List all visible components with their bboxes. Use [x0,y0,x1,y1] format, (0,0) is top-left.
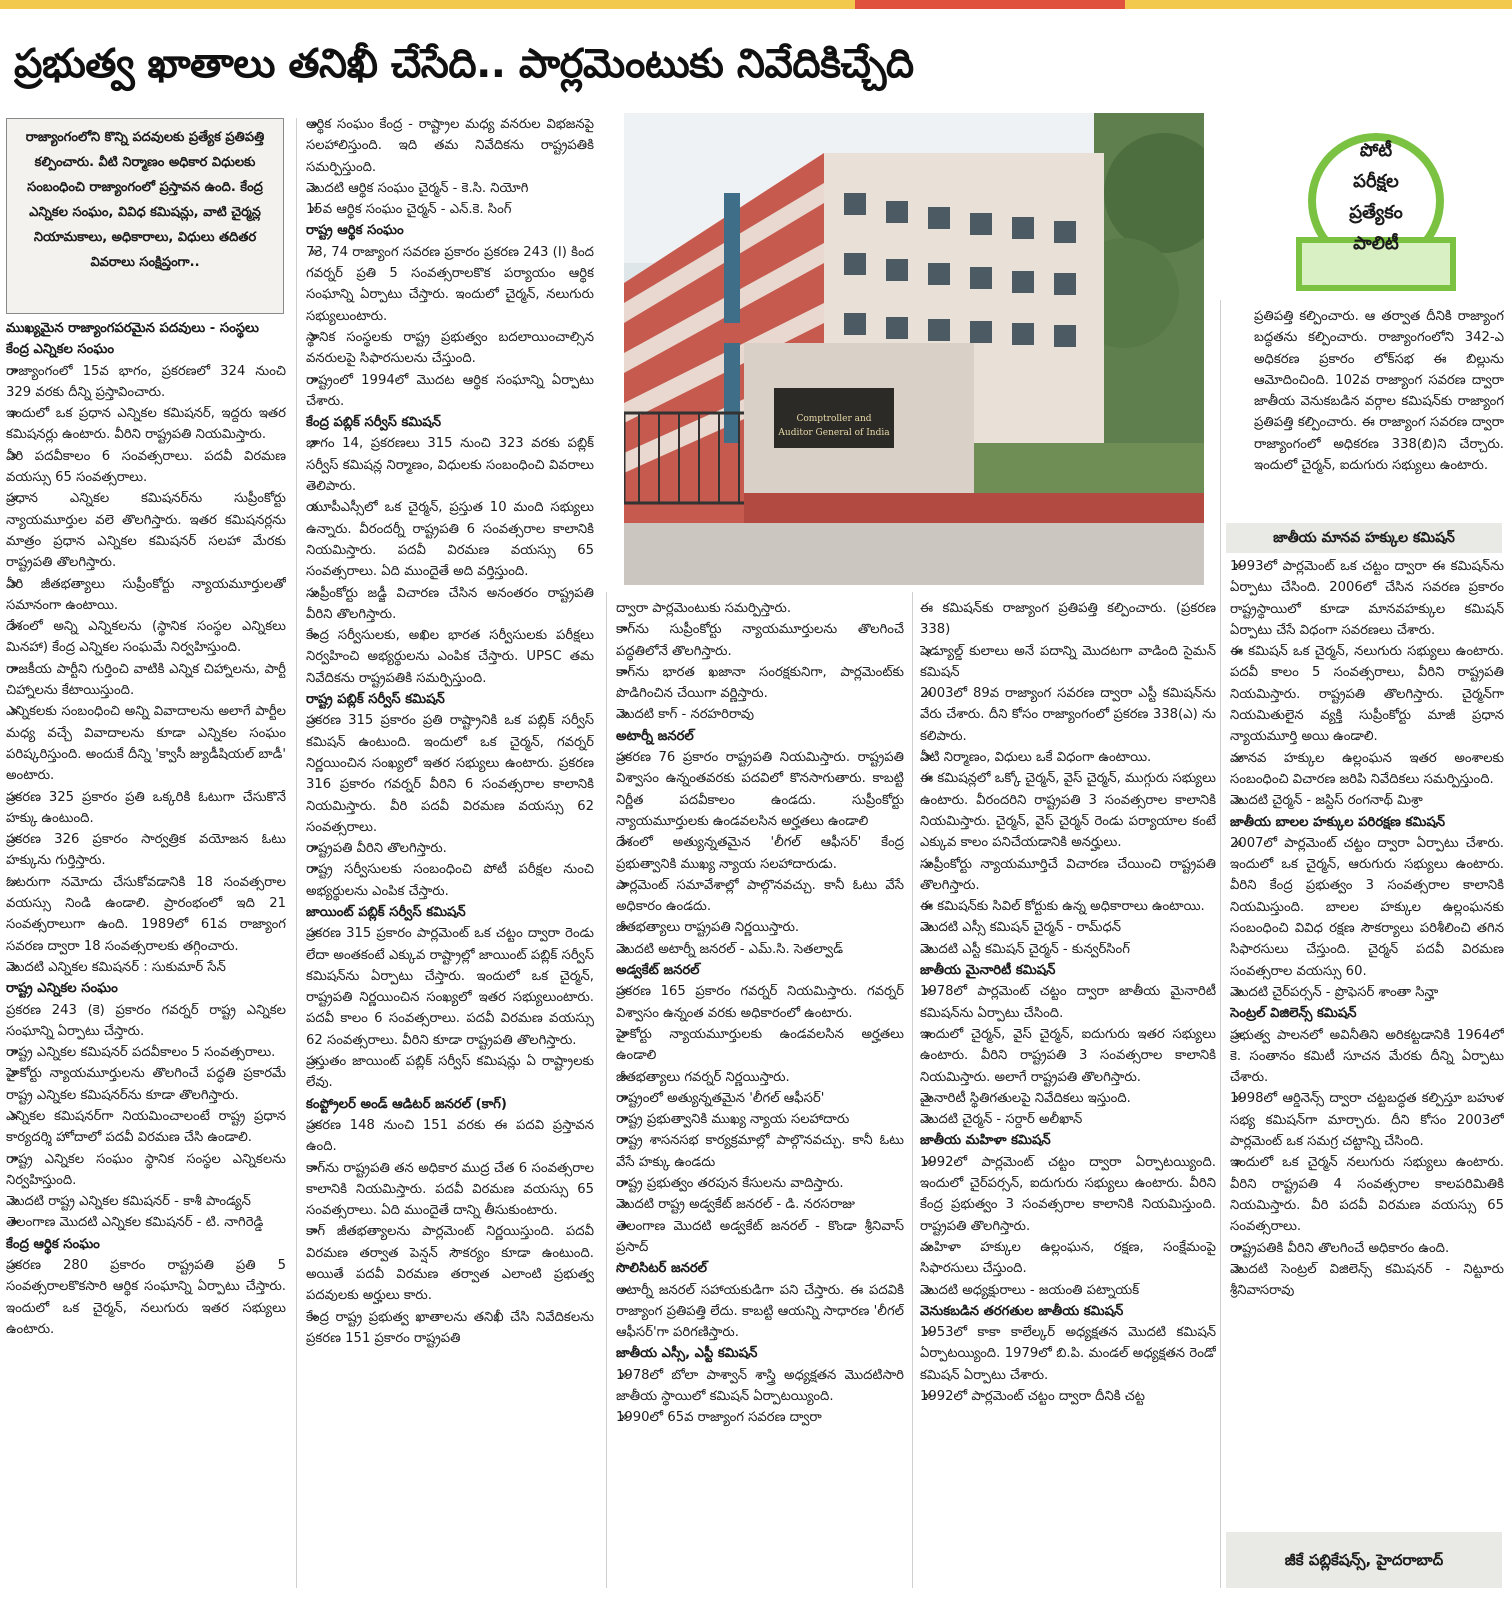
section-heading: రాష్ట్ర ఎన్నికల సంఘం [6,981,118,997]
bullet-point: » మొదటి సెంట్రల్ విజిలెన్స్ కమిషనర్ - నిట్టూరు శ్రీనివాసరావు [1230,1259,1504,1302]
bullet-point: » రాష్ట్ర ఎన్నికల కమిషనర్ పదవీకాలం 5 సంవత్సరాలు. [6,1042,286,1063]
bullet-point: » భాగం 14, ప్రకరణలు 315 నుంచి 323 వరకు పబ్లిక్ సర్వీస్ కమిషన్ల నిర్మాణం, విధులకు సంబంధించి వివరాలు తెలిపారు. [306,433,594,497]
bullet-point: » కాగ్‌ను భారత ఖజానా సంరక్షకునిగా, పార్లమెంట్‌కు పొడిగించిన చేయిగా వర్ణిస్తారు. [616,662,904,705]
bullet-point: » తెలంగాణ మొదటి ఎన్నికల కమిషనర్ - టి. నాగిరెడ్డి [6,1212,286,1233]
bullet-point: » రాష్ట్ర సర్వీసులకు సంబంధించి పోటీ పరీక్షల నుంచి అభ్యర్థులను ఎంపిక చేస్తారు. [306,859,594,902]
bullet-point: » ఈ కమిషన్‌కు సివిల్ కోర్టుకు ఉన్న అధికారాలు ఉంటాయి. [920,896,1216,917]
bullet-point: » ప్రకరణ 326 ప్రకారం సార్వత్రిక వయోజన ఓటు హక్కును గుర్తిస్తారు. [6,829,286,872]
bullet-point: » 1978లో బోలా పాశ్వాన్ శాస్త్రి అధ్యక్షతన మొదటిసారి జాతీయ స్థాయిలో కమిషన్ ఏర్పాటయ్యింది. [616,1365,904,1408]
bullet-point: » మానవ హక్కుల ఉల్లంఘన ఇతర అంశాలకు సంబంధించి విచారణ జరిపి నివేదికలు సమర్పిస్తుంది. [1230,748,1504,791]
bullet-point: » మొదటి ఎస్టీ కమిషన్ చైర్మన్ - కున్వర్‌సింగ్ [920,939,1216,960]
bullet-point: » రాష్ట్ర శాసనసభ కార్యక్రమాల్లో పాల్గొనవచ్చు. కానీ ఓటు వేసే హక్కు ఉండదు [616,1130,904,1173]
page-headline: ప్రభుత్వ ఖాతాలు తనిఖీ చేసేది.. పార్లమెంటుకు నివేదికిచ్చేది [14,41,914,87]
bullet-point: » ప్రకరణ 315 ప్రకారం ప్రతి రాష్ట్రానికి ఒక పబ్లిక్ సర్వీస్ కమిషన్ ఉంటుంది. ఇందులో ఒక చైర్మన్, గవర్నర్ నిర్ణయించిన సంఖ్యలో ఇతర సభ్యులు ఉంటారు. ప్రకరణ 316 ప్రకారం గవర్నర్ వీరిని 6 సంవత్సరాల కాలానికి నియమిస్తారు. వీరి పదవీ విరమణ వయస్సు 62 సంవత్సరాలు. [306,710,594,838]
bullet-point: » మహిళా హక్కుల ఉల్లంఘన, రక్షణ, సంక్షేమంపై సిఫారసులు చేస్తుంది. [920,1237,1216,1280]
section-heading: జాతీయ బాలల హక్కుల పరిరక్షణ కమిషన్ [1230,814,1446,830]
top-color-bar [0,0,1512,9]
section-heading: సొలిసిటర్ జనరల్ [616,1261,708,1277]
bullet-point: » సుప్రీంకోర్టు జడ్జీ విచారణ చేసిన అనంతరం రాష్ట్రపతి వీరిని తొలగిస్తారు. [306,583,594,626]
bullet-point: » సుప్రీంకోర్టు న్యాయమూర్తిచే విచారణ చేయించి రాష్ట్రపతి తొలగిస్తారు. [920,854,1216,897]
bullet-point: » ఆర్థిక సంఘం కేంద్ర - రాష్ట్రాల మధ్య వనరుల విభజనపై సలహాలిస్తుంది. ఇది తమ నివేదికను రాష్ట్రపతికి సమర్పిస్తుంది. [306,114,594,178]
bullet-point: » రాష్ట్రపతికి వీరిని తొలగించే అధికారం ఉంది. [1230,1238,1504,1259]
bullet-point: » తెలంగాణ మొదటి అడ్వకేట్ జనరల్ - కొండా శ్రీనివాస్ ప్రసాద్ [616,1216,904,1259]
bullet-point: » యూపీఎస్సీలో ఒక చైర్మన్, ప్రస్తుత 10 మంది సభ్యులు ఉన్నారు. వీరందర్నీ రాష్ట్రపతి 6 సంవత్సరాల కాలానికి నియమిస్తారు. పదవీ విరమణ వయస్సు 65 సంవత్సరాలు. ఏది ముందైతే అది వర్తిస్తుంది. [306,497,594,582]
top-accent-tab [855,0,1125,9]
section-heading: వెనుకబడిన తరగతుల జాతీయ కమిషన్ [920,1303,1124,1319]
publisher-credit: జీకే పబ్లికేషన్స్, హైదరాబాద్ [1226,1532,1502,1588]
article-column-5 [1230,556,1504,1526]
bullet-point: » మొదటి చైర్మన్ - సర్దార్ అలీఖాన్ [920,1109,1216,1130]
bullet-point: » ఎన్నికలకు సంబంధించి అన్ని వివాదాలను అలాగే పార్టీల మధ్య వచ్చే వివాదాలను కూడా ఎన్నికల సంఘం పరిష్కరిస్తుంది. అందుకే దీన్ని 'క్వాసీ జ్యుడీషియల్ బాడీ' అంటారు. [6,701,286,786]
bullet-point: » పార్లమెంట్ సమావేశాల్లో పాల్గొనవచ్చు. కానీ ఓటు వేసే అధికారం ఉండదు. [616,875,904,918]
competitive-exams-badge [1290,125,1462,297]
bullet-point: » మొదటి ఎన్నికల కమిషనర్ : సుకుమార్ సేన్ [6,957,286,978]
column-divider [912,592,913,1588]
bullet-point: » 1992లో పార్లమెంట్ చట్టం ద్వారా ఏర్పాటయ్యింది. ఇందులో చైర్‌పర్సన్, ఐదుగురు సభ్యులు ఉంటారు. వీరిని కేంద్ర ప్రభుత్వం 3 సంవత్సరాల కాలానికి నియమిస్తుంది. రాష్ట్రపతి తొలగిస్తారు. [920,1152,1216,1237]
sign-line-1: Comptroller and [796,414,872,424]
bullet-point: » ప్రకరణ 280 ప్రకారం రాష్ట్రపతి ప్రతి 5 సంవత్సరాలకొకసారి ఆర్థిక సంఘాన్ని ఏర్పాటు చేస్తారు. ఇందులో ఒక చైర్మన్, నలుగురు ఇతర సభ్యులు ఉంటారు. [6,1255,286,1340]
bullet-point: » రాష్ట్ర ఎన్నికల సంఘం స్థానిక సంస్థల ఎన్నికలను నిర్వహిస్తుంది. [6,1149,286,1192]
bullet-point: » వీటి నిర్మాణం, విధులు ఒకే విధంగా ఉంటాయి. [920,747,1216,768]
section-heading: కంప్ట్రోలర్ అండ్ ఆడిటర్ జనరల్ (కాగ్) [306,1096,507,1112]
bullet-point: » రాజ్యాంగంలో 15వ భాగం, ప్రకరణలో 324 నుంచి 329 వరకు దీన్ని ప్రస్తావించారు. [6,361,286,404]
building-illustration [624,113,1204,585]
bullet-point: » జీతభత్యాలు రాష్ట్రపతి నిర్ణయిస్తారు. [616,917,904,938]
bullet-point: » కాగ్‌ను రాష్ట్రపతి తన అధికార ముద్ర చేత 6 సంవత్సరాల కాలానికి నియమిస్తారు. పదవీ విరమణ వయస్సు 65 సంవత్సరాలు. ఏది ముందైతే దాన్ని తీసుకుంటారు. [306,1158,594,1222]
article-column-5-top [1254,306,1504,518]
section-heading: రాష్ట్ర పబ్లిక్ సర్వీస్ కమిషన్ [306,692,445,708]
paragraph-text: ప్రకరణ 243 (కె) ప్రకారం గవర్నర్ రాష్ట్ర ఎన్నికల సంఘాన్ని ఏర్పాటు చేస్తారు. [6,1002,286,1039]
bullet-point: » మొదటి ఆర్థిక సంఘం చైర్మన్ - కె.సి. నియోగి [306,178,594,199]
bullet-point: » జీతభత్యాలు గవర్నర్ నిర్ణయిస్తారు. [616,1067,904,1088]
bullet-point: » ఇందులో ఒక చైర్మన్ నలుగురు సభ్యులు ఉంటారు. వీరిని రాష్ట్రపతి 4 సంవత్సరాల కాలపరిమితికి నియమిస్తారు. వీరి పదవీ విరమణ వయస్సు 65 సంవత్సరాలు. [1230,1152,1504,1237]
section-heading: కేంద్ర ఆర్థిక సంఘం [6,1236,100,1252]
bc-commission-continuation: ప్రతిపత్తి కల్పించారు. ఆ తర్వాత దీనికి రాజ్యాంగ బద్ధతను కల్పించారు. రాజ్యాంగంలోని 342-ఎ అధికరణ ప్రకారం లోక్‌సభ ఈ బిల్లును ఆమోదించింది. 102వ రాజ్యాంగ సవరణ ద్వారా జాతీయ వెనుకబడిన వర్గాల కమిషన్‌కు రాజ్యాంగ ప్రతిపత్తి కల్పించారు. ఈ రాజ్యాంగ సవరణ ద్వారా రాజ్యాంగంలో అధికరణ 338(బి)ని చేర్చారు. ఇందులో చైర్మన్, ఐదుగురు సభ్యులు ఉంటారు. [1254,309,1504,474]
bullet-point: » మొదటి అటార్నీ జనరల్ - ఎమ్.సి. సెతల్వాడ్ [616,939,904,960]
bullet-point: » వీరి జీతభత్యాలు సుప్రీంకోర్టు న్యాయమూర్తులతో సమానంగా ఉంటాయి. [6,574,286,617]
bullet-point: » హైకోర్టు న్యాయమూర్తులను తొలగించే పద్ధతి ప్రకారమే రాష్ట్ర ఎన్నికల కమిషనర్‌ను కూడా తొలగిస్తారు. [6,1063,286,1106]
bullet-point: » ఎన్నికల కమిషనర్‌గా నియమించాలంటే రాష్ట్ర ప్రధాన కార్యదర్శి హోదాలో పదవీ విరమణ చేసి ఉండాలి. [6,1106,286,1149]
bullet-point: » హైకోర్టు న్యాయమూర్తులకు ఉండవలసిన అర్హతలు ఉండాలి [616,1024,904,1067]
bullet-point: » ప్రభుత్వ పాలనలో అవినీతిని అరికట్టడానికి 1964లో కె. సంతానం కమిటీ సూచన మేరకు దీన్ని ఏర్పాటు చేశారు. [1230,1025,1504,1089]
bullet-point: » మొదటి చైర్‌పర్సన్ - ప్రొఫెసర్ శాంతా సిన్హా [1230,982,1504,1003]
bullet-point: » ఈ కమిషన్లలో ఒక్కో చైర్మన్, వైస్ చైర్మన్, ముగ్గురు సభ్యులు ఉంటారు. వీరందరిని రాష్ట్రపతి 3 సంవత్సరాల కాలానికి నియమిస్తారు. చైర్మన్, వైస్ చైర్మన్ రెండు పర్యాయాల కంటే ఎక్కువ కాలం పనిచేయడానికి అనర్హులు. [920,768,1216,853]
bullet-point: » రాజకీయ పార్టీని గుర్తించి వాటికి ఎన్నిక చిహ్నాలను, పార్టీ చిహ్నాలను కేటాయిస్తుంది. [6,659,286,702]
bullet-point: » మొదటి అధ్యక్షురాలు - జయంతి పట్నాయక్ [920,1280,1216,1301]
bullet-point: » ఈ కమిషన్ ఒక చైర్మన్, నలుగురు సభ్యులు ఉంటారు. పదవీ కాలం 5 సంవత్సరాలు, వీరిని రాష్ట్రపతి నియమిస్తారు. రాష్ట్రపతి తొలగిస్తారు. చైర్మన్‌గా నియమితులైన వ్యక్తి సుప్రీంకోర్టు మాజీ ప్రధాన న్యాయమూర్తి అయి ఉండాలి. [1230,641,1504,747]
bullet-point: » కాగ్‌ను సుప్రీంకోర్టు న్యాయమూర్తులను తొలగించే పద్ధతిలోనే తొలగిస్తారు. [616,619,904,662]
bullet-point: » అటార్నీ జనరల్ సహాయకుడిగా పని చేస్తారు. ఈ పదవికి రాజ్యాంగ ప్రతిపత్తి లేదు. కాబట్టి ఆయన్ని సాధారణ 'లీగల్ ఆఫీసర్'గా పరిగణిస్తారు. [616,1280,904,1344]
section-heading: జాయింట్ పబ్లిక్ సర్వీస్ కమిషన్ [306,904,466,920]
bullet-point: » 1990లో 65వ రాజ్యాంగ సవరణ ద్వారా [616,1407,904,1428]
intro-box: రాజ్యాంగంలోని కొన్ని పదవులకు ప్రత్యేక ప్రతిపత్తి కల్పించారు. వీటి నిర్మాణం అధికార విధులకు సంబంధించి రాజ్యాంగంలో ప్రస్తావన ఉంది. కేంద్ర ఎన్నికల సంఘం, వివిధ కమిషన్లు, వాటి చైర్మన్ల నియామకాలు, అధికారాలు, విధులు తదితర వివరాలు సంక్షిప్తంగా.. [6,118,284,314]
bullet-point: » 73, 74 రాజ్యాంగ సవరణ ప్రకారం ప్రకరణ 243 (I) కింద గవర్నర్ ప్రతి 5 సంవత్సరాలకొక పర్యాయం ఆర్థిక సంఘాన్ని ఏర్పాటు చేస్తారు. ఇందులో చైర్మన్, నలుగురు సభ్యులుంటారు. [306,242,594,327]
bullet-point: » కేంద్ర రాష్ట్ర ప్రభుత్వ ఖాతాలను తనిఖీ చేసి నివేదికలను ప్రకరణ 151 ప్రకారం రాష్ట్రపతి [306,1307,594,1350]
section-heading: జాతీయ మహిళా కమిషన్ [920,1133,1051,1149]
bullet-point: » మొదటి కాగ్ - నరహరిరావు [616,704,904,725]
bullet-point: » మొదటి రాష్ట్ర అడ్వకేట్ జనరల్ - డి. నరసరాజు [616,1194,904,1215]
section-heading: అడ్వకేట్ జనరల్ [616,963,700,979]
bullet-point: » షెడ్యూల్డ్ కులాలు అనే పదాన్ని మొదటగా వాడింది సైమన్ కమిషన్ [920,641,1216,684]
badge-line-1: పోటీ [1359,140,1393,161]
column-divider [296,118,297,1588]
bullet-point: » ప్రస్తుతం జాయింట్ పబ్లిక్ సర్వీస్ కమిషన్లు ఏ రాష్ట్రాలకు లేవు. [306,1051,594,1094]
sign-line-2: Auditor General of India [778,428,890,438]
bullet-point: » ప్రకరణ 325 ప్రకారం ప్రతి ఒక్కరికి ఓటుగా చేసుకొనే హక్కు ఉంటుంది. [6,787,286,830]
bullet-point: » కేంద్ర సర్వీసులకు, అఖిల భారత సర్వీసులకు పరీక్షలు నిర్వహించి అభ్యర్థులను ఎంపిక చేస్తారు. UPSC తమ నివేదికను రాష్ట్రపతికి సమర్పిస్తుంది. [306,625,594,689]
bullet-point: » రాష్ట్ర ప్రభుత్వం తరపున కేసులను వాదిస్తారు. [616,1173,904,1194]
bullet-point: » రాష్ట్రంలో అత్యున్నతమైన 'లీగల్ ఆఫీసర్' [616,1088,904,1109]
article-column-3 [616,598,904,1588]
bullet-point: » రాష్ట్రపతి వీరిని తొలగిస్తారు. [306,838,594,859]
bullet-point: » ప్రకరణ 76 ప్రకారం రాష్ట్రపతి నియమిస్తారు. రాష్ట్రపతి విశ్వాసం ఉన్నంతవరకు పదవిలో కొనసాగుతారు. కాబట్టి నిర్ణీత పదవీకాలం ఉండదు. సుప్రీంకోర్టు న్యాయమూర్తులకు ఉండవలసిన అర్హతలు ఉండాలి [616,747,904,832]
bullet-point: » మొదటి రాష్ట్ర ఎన్నికల కమిషనర్ - కాశీ పాండ్యన్ [6,1191,286,1212]
bullet-point: » ఇందులో ఒక ప్రధాన ఎన్నికల కమిషనర్, ఇద్దరు ఇతర కమిషనర్లు ఉంటారు. వీరిని రాష్ట్రపతి నియమిస్తారు. [6,403,286,446]
bullet-point: » మొదటి చైర్మన్ - జస్టిస్ రంగనాథ్ మిశ్రా [1230,790,1504,811]
bullet-point: » 1993లో పార్లమెంట్ ఒక చట్టం ద్వారా ఈ కమిషన్‌ను ఏర్పాటు చేసింది. 2006లో చేసిన సవరణ ప్రకారం రాష్ట్రస్థాయిలో కూడా మానవహక్కుల కమిషన్ ఏర్పాటు చేసే విధంగా సవరణలు చేశారు. [1230,556,1504,641]
column-divider [606,592,607,1588]
bullet-point: » 2003లో 89వ రాజ్యాంగ సవరణ ద్వారా ఎస్టీ కమిషన్‌ను వేరు చేశారు. దీని కోసం రాజ్యాంగంలో ప్రకరణ 338(ఎ) ను కలిపారు. [920,683,1216,747]
cag-building-photo [624,113,1204,585]
bullet-point: » రాష్ట్ర ప్రభుత్వానికి ముఖ్య న్యాయ సలహాదారు [616,1109,904,1130]
article-column-2 [306,114,594,1588]
bullet-point: » దేశంలో అన్ని ఎన్నికలను (స్థానిక సంస్థల ఎన్నికలు మినహా) కేంద్ర ఎన్నికల సంఘమే నిర్వహిస్తుంది. [6,616,286,659]
section-heading: ముఖ్యమైన రాజ్యాంగపరమైన పదవులు - సంస్థలు కేంద్ర ఎన్నికల సంఘం [6,321,259,358]
section-heading: కేంద్ర పబ్లిక్ సర్వీస్ కమిషన్ [306,415,441,431]
badge-line-4: పాలిటీ [1353,233,1399,254]
bullet-point: » 1953లో కాకా కాలేల్కర్ అధ్యక్షతన మొదటి కమిషన్ ఏర్పాటయ్యింది. 1979లో బి.పి. మండల్ అధ్యక్షతన రెండో కమిషన్ ఏర్పాటు చేశారు. [920,1322,1216,1386]
section-heading: అటార్నీ జనరల్ [616,728,694,744]
bullet-point: » రాష్ట్రంలో 1994లో మొదట ఆర్థిక సంఘాన్ని ఏర్పాటు చేశారు. [306,370,594,413]
article-column-1 [6,318,286,1588]
bullet-point: » 1998లో ఆర్డినెన్స్ ద్వారా చట్టబద్ధత కల్పిస్తూ బహుళ సభ్య కమిషన్‌గా మార్చారు. దీని కోసం 2003లో పార్లమెంట్ ఒక సమగ్ర చట్టాన్ని చేసింది. [1230,1088,1504,1152]
bullet-point: » వీరి పదవీకాలం 6 సంవత్సరాలు. పదవీ విరమణ వయస్సు 65 సంవత్సరాలు. [6,446,286,489]
bullet-point: » 1992లో పార్లమెంట్ చట్టం ద్వారా దీనికి చట్ట [920,1386,1216,1407]
bullet-point: » దేశంలో అత్యున్నతమైన 'లీగల్ ఆఫీసర్' కేంద్ర ప్రభుత్వానికి ముఖ్య న్యాయ సలహాదారుడు. [616,832,904,875]
column-divider [1220,300,1221,1588]
nhrc-heading: జాతీయ మానవ హక్కుల కమిషన్ [1226,523,1502,553]
bullet-point: » ప్రకరణ 148 నుంచి 151 వరకు ఈ పదవి ప్రస్తావన ఉంది. [306,1115,594,1158]
bullet-point: » ప్రకరణ 165 ప్రకారం గవర్నర్ నియమిస్తారు. గవర్నర్ విశ్వాసం ఉన్నంత వరకు అధికారంలో ఉంటారు. [616,981,904,1024]
badge-line-3: ప్రత్యేకం [1349,202,1403,223]
bullet-point: » ప్రధాన ఎన్నికల కమిషనర్‌ను సుప్రీంకోర్టు న్యాయమూర్తుల వలె తొలగిస్తారు. ఇతర కమిషనర్లను మాత్రం ప్రధాన ఎన్నికల కమిషనర్ సలహా మేరకు రాష్ట్రపతి తొలగిస్తారు. [6,488,286,573]
section-heading: జాతీయ ఎస్సీ, ఎస్టీ కమిషన్ [616,1346,758,1362]
bullet-point: » 1978లో పార్లమెంట్ చట్టం ద్వారా జాతీయ మైనారిటీ కమిషన్‌ను ఏర్పాటు చేసింది. [920,981,1216,1024]
bullet-point: » 15వ ఆర్థిక సంఘం చైర్మన్ - ఎన్.కె. సింగ్ [306,199,594,220]
article-column-4 [920,598,1216,1588]
section-heading: సెంట్రల్ విజిలెన్స్ కమిషన్ [1230,1006,1357,1022]
paragraph-text: ద్వారా పార్లమెంటుకు సమర్పిస్తారు. [616,601,792,616]
bullet-point: » 2007లో పార్లమెంట్ చట్టం ద్వారా ఏర్పాటు చేశారు. ఇందులో ఒక చైర్మన్, ఆరుగురు సభ్యులు ఉంటారు. వీరిని కేంద్ర ప్రభుత్వం 3 సంవత్సరాల కాలానికి నియమిస్తుంది. బాలల హక్కుల ఉల్లంఘనకు సంబంధించి వివిధ రక్షణ సౌకర్యాలు పరిశీలించి తగిన సిఫారసులు చేస్తుంది. చైర్మన్ పదవీ విరమణ సంవత్సరాల వయస్సు 60. [1230,833,1504,982]
section-heading: రాష్ట్ర ఆర్థిక సంఘం [306,223,404,239]
bullet-point: » ఓటరుగా నమోదు చేసుకోవడానికి 18 సంవత్సరాల వయస్సు నిండి ఉండాలి. ప్రారంభంలో ఇది 21 సంవత్సరాలుగా ఉంది. 1989లో 61వ రాజ్యాంగ సవరణ ద్వారా 18 సంవత్సరాలకు తగ్గించారు. [6,872,286,957]
paragraph-text: ఈ కమిషన్‌కు రాజ్యాంగ ప్రతిపత్తి కల్పించారు. (ప్రకరణ 338) [920,601,1216,638]
bullet-point: » కాగ్ జీతభత్యాలను పార్లమెంట్ నిర్ణయిస్తుంది. పదవీ విరమణ తర్వాత పెన్షన్ సౌకర్యం కూడా ఉంటుంది. అయితే పదవీ విరమణ తర్వాత ఎలాంటి ప్రభుత్వ పదవులకు అర్హులు కారు. [306,1221,594,1306]
bullet-point: » మైనారిటీ స్థితిగతులపై నివేదికలు ఇస్తుంది. [920,1088,1216,1109]
bullet-point: » ప్రకరణ 315 ప్రకారం పార్లమెంట్ ఒక చట్టం ద్వారా రెండు లేదా అంతకంటే ఎక్కువ రాష్ట్రాల్లో జాయింట్ పబ్లిక్ సర్వీస్ కమిషన్‌ను ఏర్పాటు చేస్తారు. ఇందులో ఒక చైర్మన్, రాష్ట్రపతి నిర్ణయించిన సంఖ్యలో ఇతర సభ్యులుంటారు. పదవీ కాలం 6 సంవత్సరాలు. పదవీ విరమణ వయస్సు 62 సంవత్సరాలు. వీరిని కూడా రాష్ట్రపతి తొలగిస్తారు. [306,923,594,1051]
bullet-point: » మొదటి ఎస్సీ కమిషన్ చైర్మన్ - రామ్‌ధన్ [920,917,1216,938]
bullet-point: » స్థానిక సంస్థలకు రాష్ట్ర ప్రభుత్వం బదలాయించాల్సిన వనరులపై సిఫారసులను చేస్తుంది. [306,327,594,370]
badge-line-2: పరీక్షల [1353,171,1399,192]
section-heading: జాతీయ మైనారిటీ కమిషన్ [920,963,1056,979]
bullet-point: » ఇందులో చైర్మన్, వైస్ చైర్మన్, ఐదుగురు ఇతర సభ్యులు ఉంటారు. వీరిని రాష్ట్రపతి 3 సంవత్సరాల కాలానికి నియమిస్తారు. అలాగే రాష్ట్రపతి తొలగిస్తారు. [920,1024,1216,1088]
